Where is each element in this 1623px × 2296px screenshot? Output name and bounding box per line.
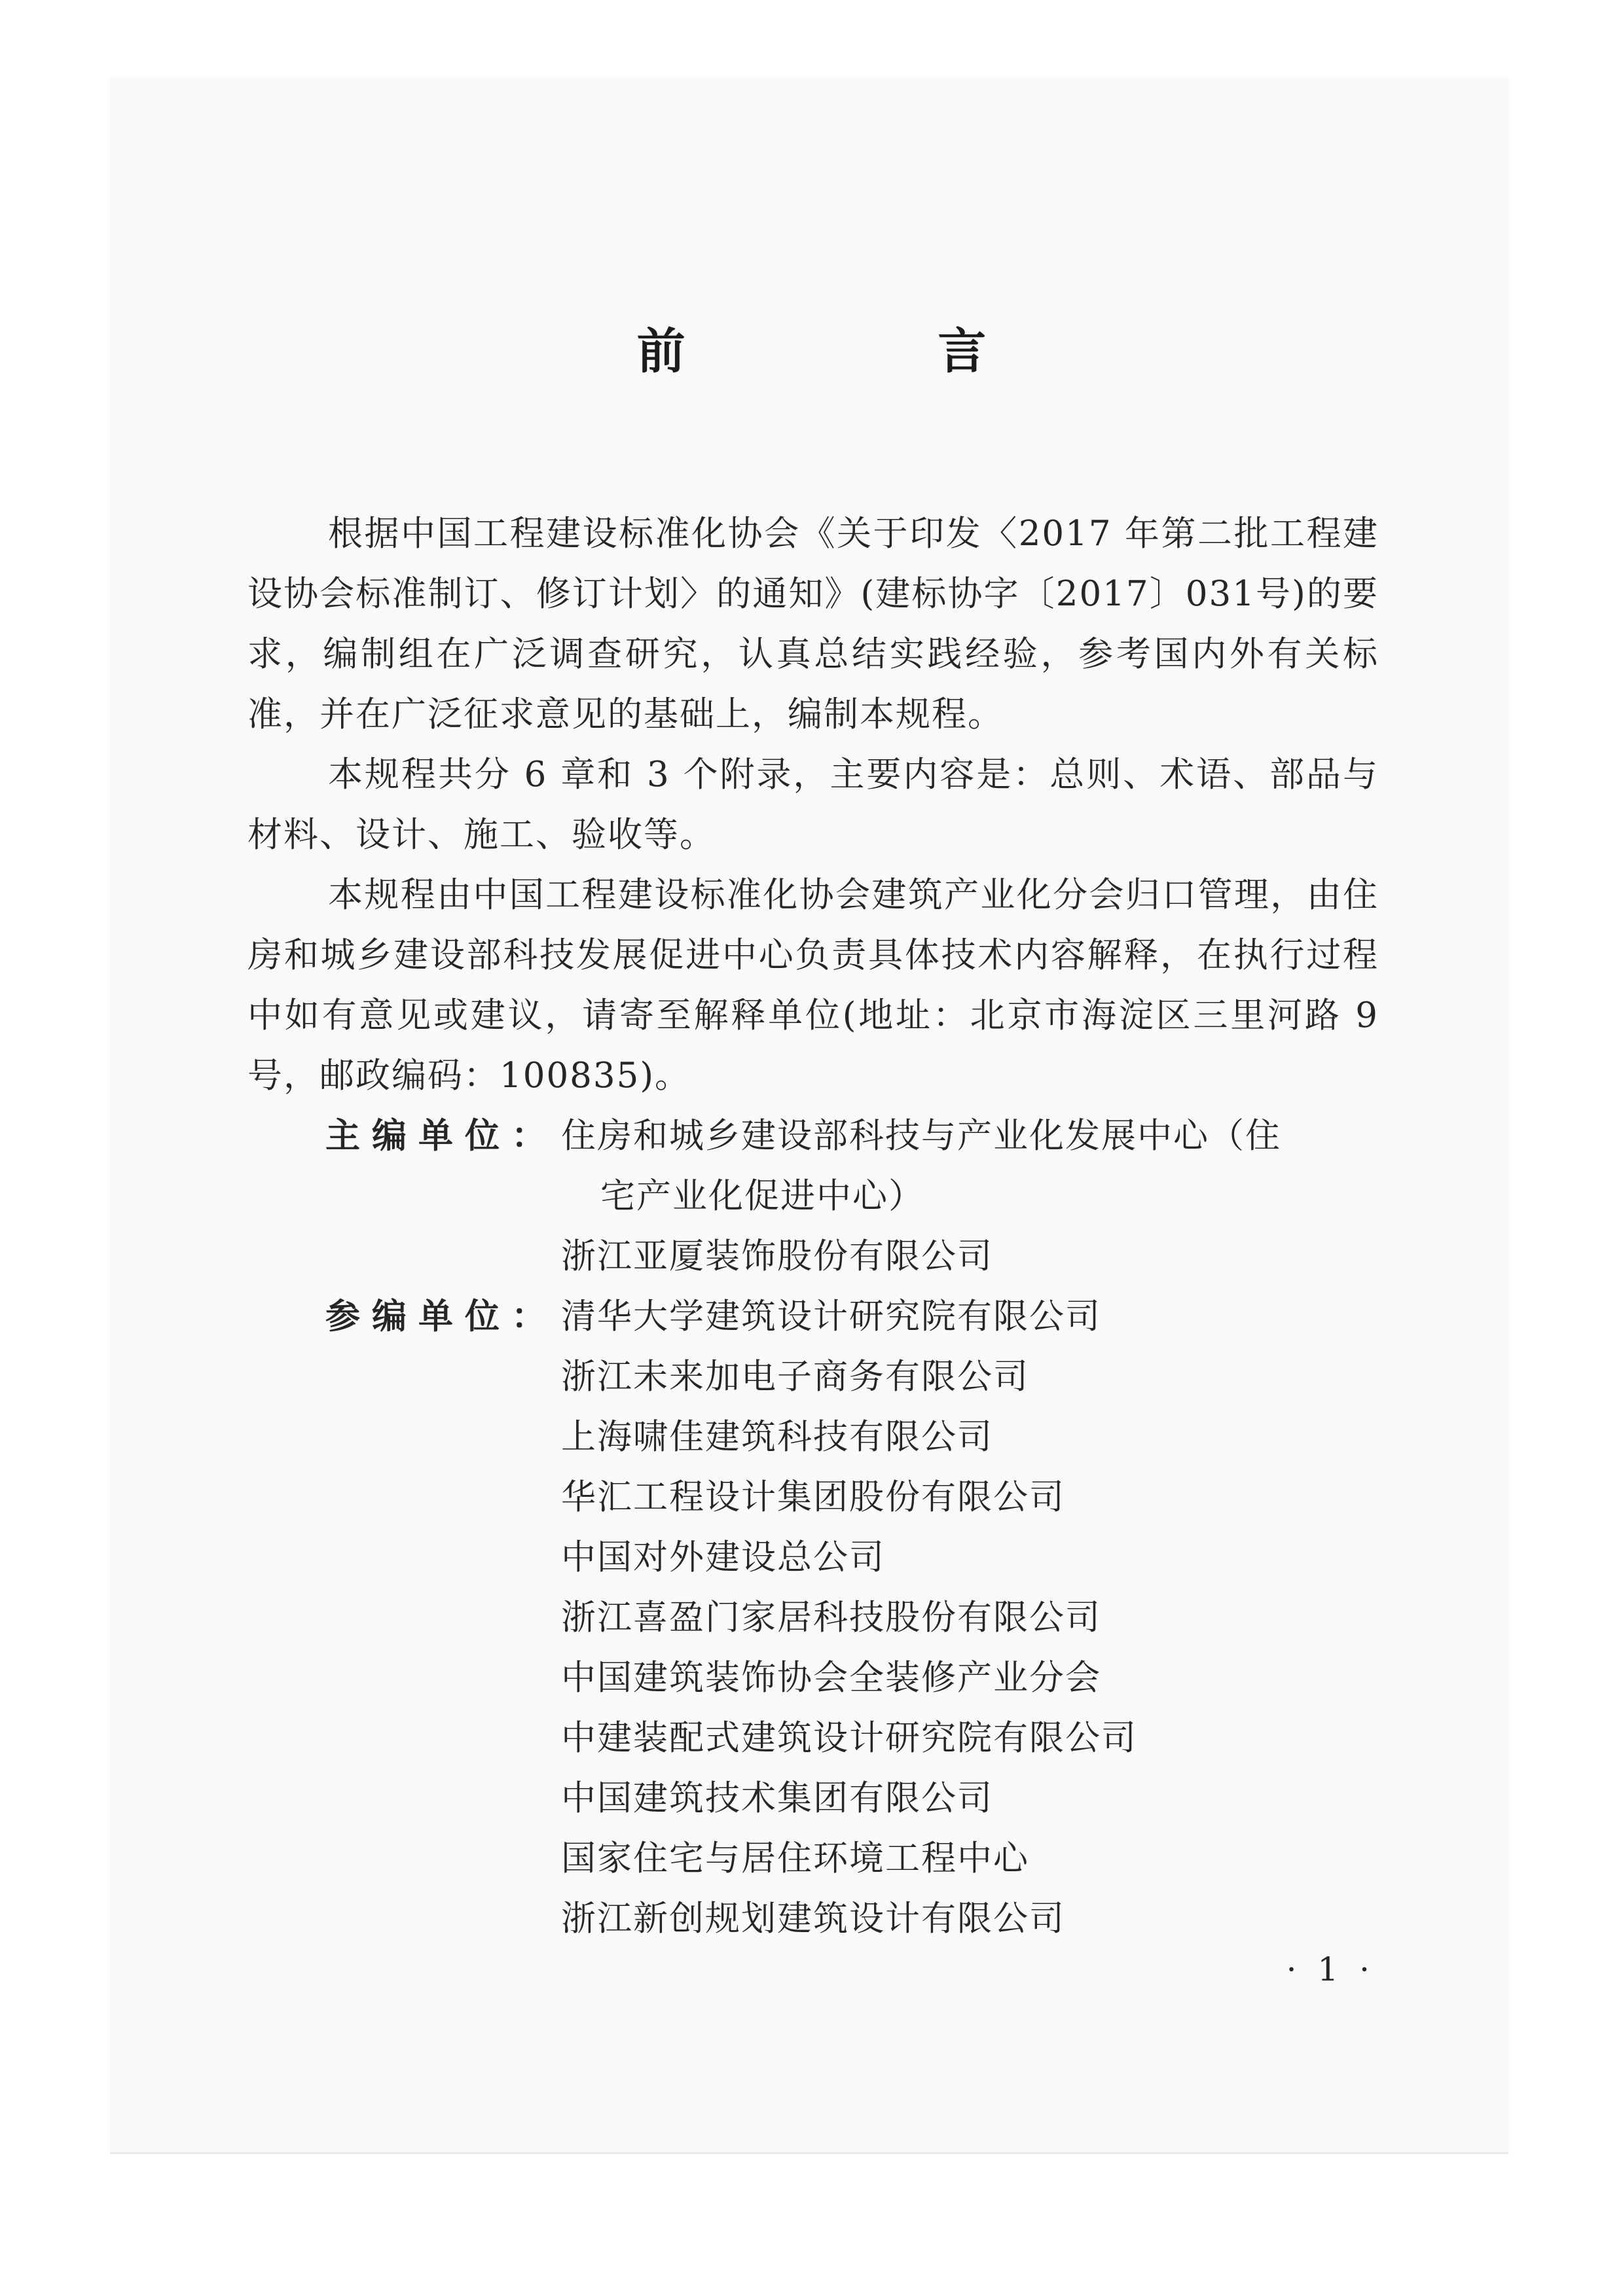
unit-item: 中国对外建设总公司	[561, 1537, 885, 1577]
unit-item: 中国建筑技术集团有限公司	[561, 1778, 993, 1818]
unit-item: 中国建筑装饰协会全装修产业分会	[561, 1658, 1101, 1698]
unit-item: 上海啸佳建筑科技有限公司	[561, 1417, 993, 1457]
units-section	[325, 1106, 1379, 1949]
page-title: 前 言	[636, 323, 1104, 380]
bottom-rule	[110, 2152, 1508, 2154]
unit-item-continuation: 宅产业化促进中心）	[600, 1176, 924, 1216]
unit-item: 浙江新创规划建筑设计有限公司	[561, 1899, 1065, 1939]
chief-units-list	[561, 1106, 1379, 1287]
page-number: · 1 ·	[1286, 1950, 1375, 1988]
unit-item: 国家住宅与居住环境工程中心	[561, 1839, 1029, 1878]
chief-units	[325, 1106, 1379, 1287]
preface-body	[247, 504, 1379, 1106]
unit-item: 清华大学建筑设计研究院有限公司	[561, 1297, 1101, 1336]
unit-item: 浙江喜盈门家居科技股份有限公司	[561, 1598, 1101, 1638]
paragraph-management: 本规程由中国工程建设标准化协会建筑产业化分会归口管理，由住房和城乡建设部科技发展促进中心负责具体技术内容解释，在执行过程中如有意见或建议，请寄至解释单位(地址：北京市海淀区三里河路 9 号，邮政编码：100835)。	[247, 875, 1379, 1096]
paragraph-basis: 根据中国工程建设标准化协会《关于印发〈2017 年第二批工程建设协会标准制订、修订计划〉的通知》(建标协字〔2017〕031号)的要求，编制组在广泛调查研究，认真总结实践经验，参考国内外有关标准，并在广泛征求意见的基础上，编制本规程。	[247, 514, 1379, 734]
participating-units-list	[561, 1287, 1379, 1949]
unit-item: 浙江未来加电子商务有限公司	[561, 1357, 1029, 1397]
participating-units	[325, 1287, 1379, 1949]
unit-item: 浙江亚厦装饰股份有限公司	[561, 1236, 993, 1276]
paragraph-content: 本规程共分 6 章和 3 个附录，主要内容是：总则、术语、部品与材料、设计、施工、验收等。	[247, 755, 1379, 855]
chief-units-label: 主编单位：	[325, 1116, 558, 1156]
unit-item: 住房和城乡建设部科技与产业化发展中心（住	[561, 1116, 1281, 1156]
unit-item: 中建装配式建筑设计研究院有限公司	[561, 1718, 1137, 1758]
participating-units-label: 参编单位：	[325, 1297, 558, 1336]
unit-item: 华汇工程设计集团股份有限公司	[561, 1477, 1065, 1517]
